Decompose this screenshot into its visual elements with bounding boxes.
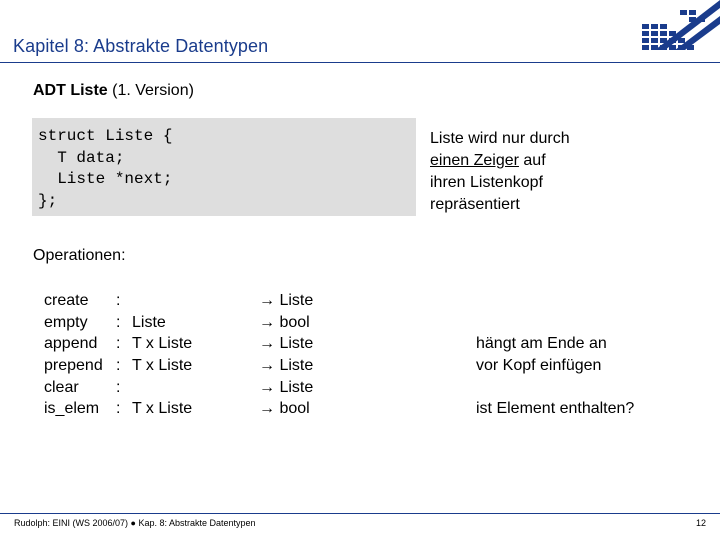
side-note-line: ihren Listenkopf: [430, 174, 543, 191]
section-heading-rest: (1. Version): [107, 82, 194, 99]
op-result: → Liste: [259, 335, 314, 352]
code-line: T data;: [38, 149, 125, 167]
section-heading-bold: ADT Liste: [33, 82, 108, 99]
op-argument: T x Liste: [132, 400, 193, 417]
op-result: → bool: [259, 314, 310, 331]
side-note: [430, 128, 570, 216]
side-note-line: [430, 150, 570, 172]
op-separator: :: [116, 400, 121, 417]
code-line: Liste *next;: [38, 170, 173, 188]
slide-title: Kapitel 8: Abstrakte Datentypen: [13, 36, 269, 56]
op-name: is_elem: [44, 400, 100, 417]
side-note-line: repräsentiert: [430, 196, 520, 213]
op-separator: :: [116, 357, 121, 374]
op-argument: Liste: [132, 314, 166, 331]
op-separator: :: [116, 292, 121, 309]
side-note-line: Liste wird nur durch: [430, 130, 570, 147]
op-note: vor Kopf einfügen: [476, 357, 602, 374]
op-name: append: [44, 335, 98, 352]
op-note: hängt am Ende an: [476, 335, 607, 352]
op-name: empty: [44, 314, 88, 331]
op-name: clear: [44, 379, 79, 396]
header-divider: [0, 62, 720, 63]
op-separator: :: [116, 314, 121, 331]
side-note-rest: auf: [518, 152, 546, 169]
operations-heading: Operationen:: [33, 247, 126, 264]
op-result: → Liste: [259, 379, 314, 396]
op-argument: T x Liste: [132, 335, 193, 352]
op-note: ist Element enthalten?: [476, 400, 635, 417]
code-line: };: [38, 192, 58, 210]
op-separator: :: [116, 379, 121, 396]
footer-divider: [0, 513, 720, 514]
footer-text: Rudolph: EINI (WS 2006/07) ● Kap. 8: Abstrakte Datentypen: [14, 518, 256, 528]
op-result: → Liste: [259, 357, 314, 374]
op-name: create: [44, 292, 89, 309]
op-result: → bool: [259, 400, 310, 417]
code-line: struct Liste {: [38, 127, 173, 145]
op-name: prepend: [44, 357, 103, 374]
op-separator: :: [116, 335, 121, 352]
university-logo-icon: [620, 0, 720, 64]
op-result: → Liste: [259, 292, 314, 309]
op-argument: T x Liste: [132, 357, 193, 374]
side-note-underlined: einen Zeiger: [430, 152, 519, 169]
page-number: 12: [695, 518, 706, 528]
section-heading: [33, 82, 194, 100]
